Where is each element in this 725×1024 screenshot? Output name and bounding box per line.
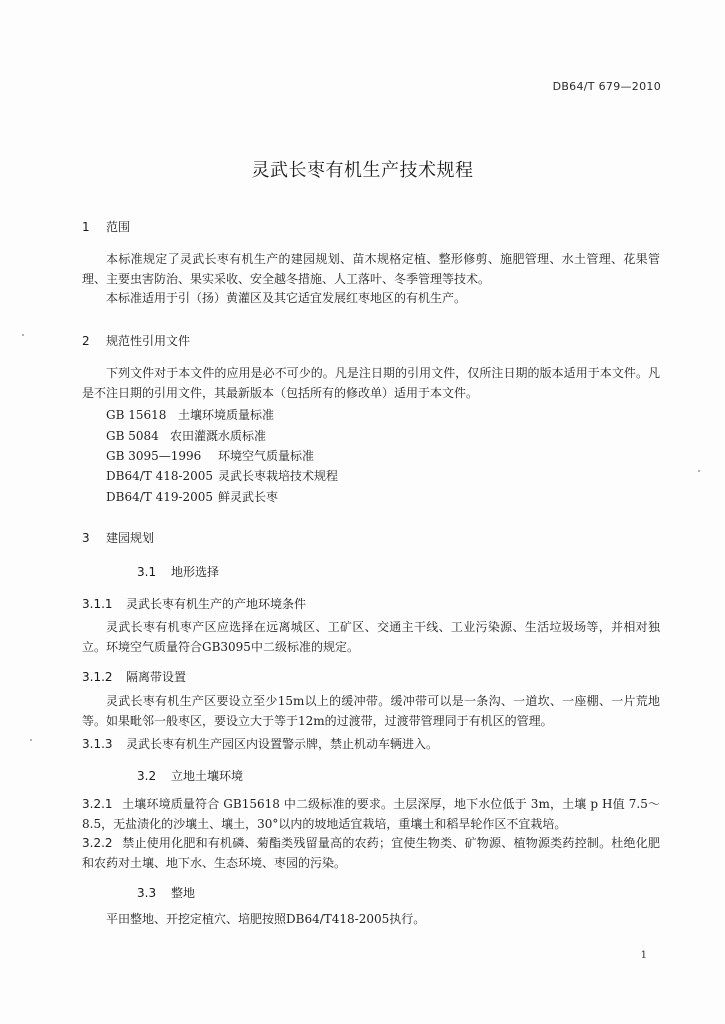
scan-speck: [30, 739, 32, 741]
subsection-3-2-heading: [137, 767, 243, 784]
subsection-number: 3.3: [137, 886, 157, 900]
clause-number: 3.1.1: [82, 597, 113, 611]
scan-speck: [698, 470, 700, 472]
document-title: 灵武长枣有机生产技术规程: [251, 160, 474, 181]
section-title: 规范性引用文件: [106, 334, 191, 348]
section-2-heading: [82, 332, 190, 349]
clause-3-2-1: [82, 795, 660, 834]
reference-name: 鲜灵武长枣: [218, 490, 279, 504]
reference-code: GB 3095—1996: [106, 449, 202, 463]
subsection-title: 地形选择: [171, 565, 220, 579]
clause-3-1-3: [82, 735, 438, 754]
reference-item: [106, 467, 338, 484]
clause-3-1-1-heading: [82, 595, 306, 612]
clause-number: 3.1.3: [82, 737, 113, 751]
section-number: 2: [82, 334, 90, 348]
reference-name: 土壤环境质量标准: [178, 408, 275, 422]
clause-text: 灵武长枣有机生产园区内设置警示牌，禁止机动车辆进入。: [126, 737, 439, 751]
subsection-title: 立地土壤环境: [171, 769, 244, 783]
clause-number: 3.1.2: [82, 670, 113, 684]
section-number: 1: [82, 220, 90, 234]
clause-3-1-2-text: 灵武长枣有机生产区要设立至少15m以上的缓冲带。缓冲带可以是一条沟、一道坎、一座棚、一片荒地等。如果毗邻一般枣区，要设立大于等于12m的过渡带，过渡带管理同于有机区的管理。: [82, 694, 660, 728]
reference-code: GB 5084: [106, 429, 159, 443]
reference-item: [106, 447, 314, 464]
section-3-heading: [82, 529, 154, 546]
section-2-intro: 下列文件对于本文件的应用是必不可少的。凡是注日期的引用文件，仅所注日期的版本适用于本文件。凡是不注日期的引用文件，其最新版本（包括所有的修改单）适用于本文件。: [82, 366, 660, 400]
reference-item: [106, 427, 266, 444]
reference-code: GB 15618: [106, 408, 167, 422]
reference-item: [106, 406, 274, 423]
clause-text: 禁止使用化肥和有机磷、菊酯类残留量高的农药；宜使生物类、矿物源、植物源类药控制。杜绝化肥和农药对土壤、地下水、生态环境、枣园的污染。: [82, 836, 660, 870]
subsection-number: 3.2: [137, 769, 157, 783]
subsection-3-3-text: 平田整地、开挖定植穴、培肥按照DB64/T418-2005执行。: [106, 912, 426, 926]
clause-number: 3.2.1: [82, 797, 113, 811]
subsection-number: 3.1: [137, 565, 157, 579]
clause-3-2-2: [82, 834, 660, 873]
clause-text: 土壤环境质量符合 GB15618 中二级标准的要求。土层深厚，地下水位低于 3m，土壤 p H值 7.5～8.5，无盐渍化的沙壤土、壤土，30°以内的坡地适宜栽培，重壤土和稻旱轮作区不宜栽培。: [82, 797, 660, 831]
clause-title: 灵武长枣有机生产的产地环境条件: [126, 597, 307, 611]
section-number: 3: [82, 531, 90, 545]
reference-code: DB64/T 418-2005: [106, 469, 214, 483]
reference-item: [106, 488, 278, 505]
section-1-heading: [82, 218, 130, 235]
reference-name: 环境空气质量标准: [218, 449, 315, 463]
section-1-paragraph-2: 本标准适用于引（扬）黄灌区及其它适宜发展红枣地区的有机生产。: [106, 291, 467, 305]
clause-title: 隔离带设置: [126, 670, 187, 684]
reference-name: 灵武长枣栽培技术规程: [218, 469, 339, 483]
section-1-paragraph-1: 本标准规定了灵武长枣有机生产的建园规划、苗木规格定植、整形修剪、施肥管理、水土管理、花果管理、主要虫害防治、果实采收、安全越冬措施、人工落叶、冬季管理等技术。: [82, 252, 660, 286]
section-title: 建园规划: [106, 531, 155, 545]
subsection-3-1-heading: [137, 563, 219, 580]
subsection-title: 整地: [171, 886, 196, 900]
page-number: 1: [640, 950, 647, 961]
section-title: 范围: [106, 220, 131, 234]
reference-name: 农田灌溉水质标准: [170, 429, 267, 443]
clause-3-1-1-text: 灵武长枣有机枣产区应选择在远离城区、工矿区、交通主干线、工业污染源、生活垃圾场等，并相对独立。环境空气质量符合GB3095中二级标准的规定。: [82, 620, 660, 654]
scan-speck: [22, 334, 24, 336]
clause-number: 3.2.2: [82, 836, 113, 850]
subsection-3-3-heading: [137, 884, 195, 901]
standard-code: DB64/T 679—2010: [552, 80, 661, 93]
reference-code: DB64/T 419-2005: [106, 490, 214, 504]
clause-3-1-2-heading: [82, 668, 186, 685]
